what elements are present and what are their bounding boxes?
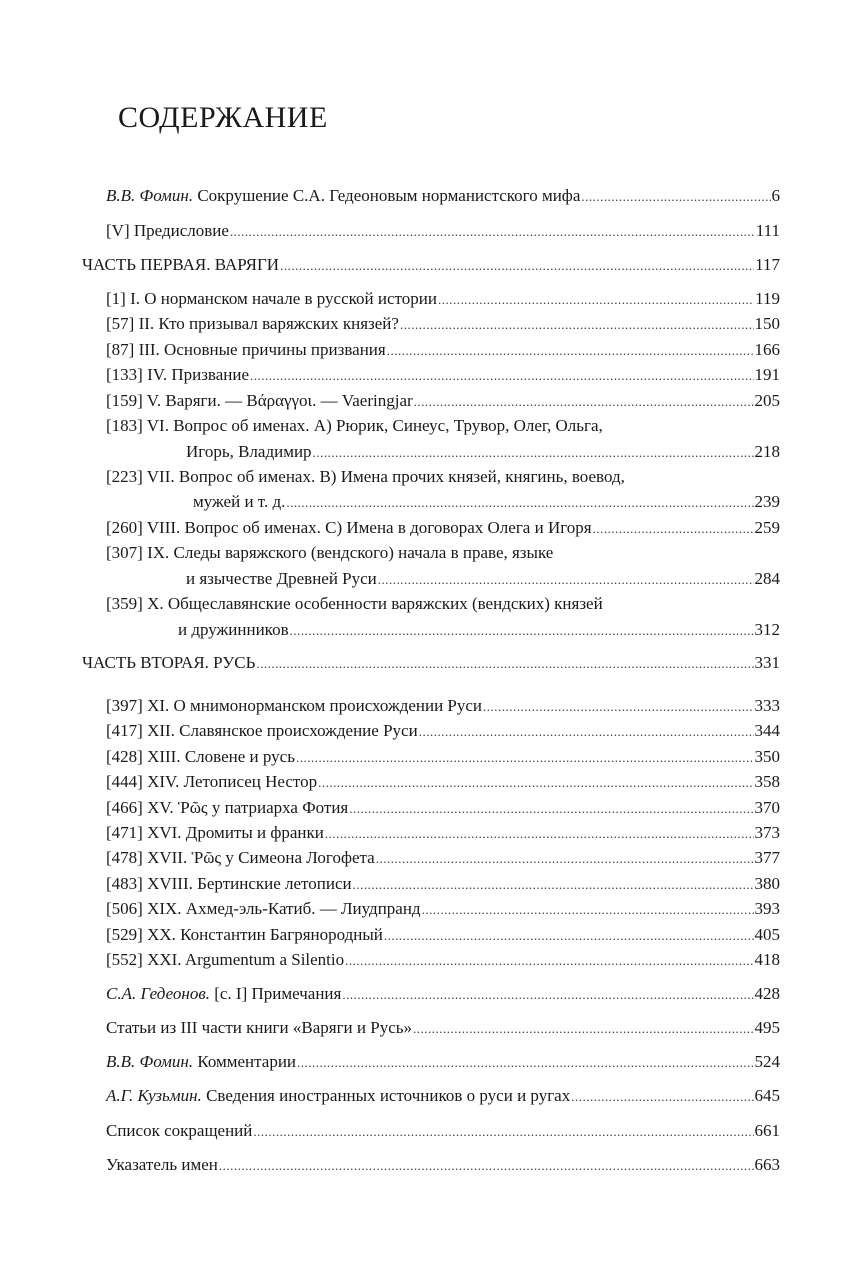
toc-entry-chapter-8 (106, 517, 780, 540)
toc-page-number: 370 (754, 798, 780, 817)
toc-page-number: 418 (754, 950, 780, 969)
toc-entry-author: С.А. Гедеонов. (106, 984, 210, 1003)
toc-leader-dots (280, 255, 754, 277)
toc-page-number: 218 (754, 442, 780, 461)
toc-entry-title: ЧАСТЬ ВТОРАЯ. РУСЬ (82, 653, 256, 672)
toc-entry-title: [444] XIV. Летописец Нестор (106, 772, 318, 791)
toc-leader-dots (581, 186, 770, 208)
toc-entry-title: [478] XVII. Ῥῶς у Симеона Логофета (106, 848, 375, 867)
toc-page-number: 239 (754, 492, 780, 511)
toc-entry-title: Игорь, Владимир (186, 442, 312, 461)
toc-entry-part-two (82, 652, 780, 675)
toc-entry-title: ЧАСТЬ ПЕРВАЯ. ВАРЯГИ (82, 255, 280, 274)
toc-entry-chapter-7-line1: [223] VII. Вопрос об именах. B) Имена прочих князей, княгинь, воевод, (106, 467, 625, 486)
toc-entry-title: [466] XV. Ῥῶς у патриарха Фотия (106, 798, 349, 817)
toc-page-number: 645 (754, 1086, 780, 1105)
toc-leader-dots (384, 925, 754, 947)
toc-leader-dots (296, 747, 754, 769)
toc-entry-fomin-essay (106, 185, 780, 208)
toc-entry-chapter-20 (106, 924, 780, 947)
toc-leader-dots (419, 721, 754, 743)
toc-leader-dots (387, 340, 754, 362)
toc-entry-author: А.Г. Кузьмин. (106, 1086, 202, 1105)
toc-page-number: 111 (755, 221, 780, 240)
toc-leader-dots (230, 221, 755, 243)
toc-leader-dots (400, 314, 754, 336)
toc-entry-chapter-19 (106, 898, 780, 921)
toc-entry-title: [471] XVI. Дромиты и франки (106, 823, 324, 842)
toc-page-number: 331 (754, 653, 780, 672)
toc-entry-title: и язычестве Древней Руси (186, 569, 377, 588)
toc-entry-title: [417] XII. Славянское происхождение Руси (106, 721, 418, 740)
toc-entry-chapter-9-line1: [307] IX. Следы варяжского (вендского) начала в праве, языке (106, 543, 554, 562)
toc-page-number: 259 (754, 518, 780, 537)
toc-entry-title: [260] VIII. Вопрос об именах. C) Имена в договорах Олега и Игоря (106, 518, 592, 537)
toc-entry-chapter-7 (193, 491, 780, 514)
toc-entry-part-three-articles (106, 1017, 780, 1040)
toc-page-number: 358 (754, 772, 780, 791)
toc-entry-chapter-15 (106, 797, 780, 820)
toc-entry-title: [133] IV. Призвание (106, 365, 249, 384)
toc-leader-dots (219, 1155, 754, 1177)
toc-leader-dots (438, 289, 754, 311)
toc-entry-title: [529] XX. Константин Багрянородный (106, 925, 383, 944)
toc-page-number: 350 (754, 747, 780, 766)
toc-entry-chapter-14 (106, 771, 780, 794)
toc-entry-preface (106, 220, 780, 243)
toc-page-number: 428 (754, 984, 780, 1003)
toc-page-number: 191 (754, 365, 780, 384)
toc-entry-gedeonov-notes (106, 983, 780, 1006)
toc-entry-title: А.Г. Кузьмин. Сведения иностранных источников о руси и ругах (106, 1086, 571, 1105)
toc-entry-chapter-17 (106, 847, 780, 870)
toc-entry-title: [57] II. Кто призывал варяжских князей? (106, 314, 399, 333)
toc-leader-dots (593, 518, 754, 540)
toc-leader-dots (422, 899, 754, 921)
toc-entry-chapter-13 (106, 746, 780, 769)
toc-leader-dots (483, 696, 753, 718)
toc-page-number: 150 (754, 314, 780, 333)
toc-leader-dots (325, 823, 754, 845)
toc-entry-author: В.В. Фомин. (106, 186, 194, 205)
toc-entry-title: В.В. Фомин. Сокрушение С.А. Гедеоновым норманистского мифа (106, 186, 581, 205)
toc-page-number: 119 (755, 289, 780, 308)
toc-entry-title: и дружинников (178, 620, 289, 639)
toc-entry-chapter-11 (106, 695, 780, 718)
toc-entry-chapter-10-line1: [359] X. Общеславянские особенности варяжских (вендских) князей (106, 594, 603, 613)
toc-page-number: 284 (754, 569, 780, 588)
toc-page-number: 393 (754, 899, 780, 918)
toc-entry-chapter-1 (106, 288, 780, 311)
toc-entry-title: С.А. Гедеонов. [с. I] Примечания (106, 984, 342, 1003)
toc-entry-chapter-4 (106, 364, 780, 387)
toc-entry-title: Статьи из III части книги «Варяги и Русь» (106, 1018, 412, 1037)
toc-leader-dots (413, 1018, 754, 1040)
toc-leader-dots (349, 798, 753, 820)
toc-entry-chapter-18 (106, 873, 780, 896)
toc-leader-dots (290, 620, 754, 642)
toc-leader-dots (345, 950, 753, 972)
toc-page-number: 495 (754, 1018, 780, 1037)
toc-page-number: 117 (755, 255, 780, 274)
toc-entry-chapter-21 (106, 949, 780, 972)
toc-leader-dots (250, 365, 754, 387)
toc-leader-dots (297, 1052, 753, 1074)
toc-entry-title: [159] V. Варяги. — Βάραγγοι. — Vaeringjar (106, 391, 413, 410)
toc-leader-dots (378, 569, 754, 591)
toc-page-number: 377 (754, 848, 780, 867)
toc-page-number: 405 (754, 925, 780, 944)
toc-leader-dots (571, 1086, 753, 1108)
toc-entry-title: [552] XXI. Argumentum a Silentio (106, 950, 345, 969)
toc-leader-dots (342, 984, 753, 1006)
toc-leader-dots (253, 1121, 753, 1143)
toc-entry-title: [87] III. Основные причины призвания (106, 340, 386, 359)
toc-page-number: 524 (754, 1052, 780, 1071)
toc-entry-title: [1] I. О норманском начале в русской истории (106, 289, 437, 308)
toc-page-number: 205 (754, 391, 780, 410)
toc-entry-title: Список сокращений (106, 1121, 253, 1140)
toc-entry-title: мужей и т. д. (193, 492, 286, 511)
toc-entry-kuzmin-sources (106, 1085, 780, 1108)
toc-leader-dots (318, 772, 753, 794)
toc-page-number: 344 (754, 721, 780, 740)
toc-page-number: 6 (771, 186, 780, 205)
toc-entry-chapter-16 (106, 822, 780, 845)
toc-entry-fomin-comments (106, 1051, 780, 1074)
toc-entry-author: В.В. Фомин. (106, 1052, 194, 1071)
toc-leader-dots (256, 653, 753, 675)
toc-entry-title: [V] Предисловие (106, 221, 229, 240)
toc-entry-chapter-6-line1: [183] VI. Вопрос об именах. А) Рюрик, Синеус, Трувор, Олег, Ольга, (106, 416, 603, 435)
toc-entry-title: В.В. Фомин. Комментарии (106, 1052, 297, 1071)
toc-page-number: 373 (754, 823, 780, 842)
toc-page-number: 380 (754, 874, 780, 893)
toc-entry-title: [397] XI. О мнимонорманском происхождении Руси (106, 696, 483, 715)
toc-page-number: 312 (754, 620, 780, 639)
page-title: СОДЕРЖАНИЕ (118, 101, 328, 134)
toc-entry-part-one (82, 254, 780, 277)
toc-entry-chapter-12 (106, 720, 780, 743)
toc-entry-title: [428] XIII. Словене и русь (106, 747, 295, 766)
toc-entry-chapter-3 (106, 339, 780, 362)
toc-entry-title: Указатель имен (106, 1155, 218, 1174)
toc-page-number: 661 (754, 1121, 780, 1140)
toc-entry-title: [483] XVIII. Бертинские летописи (106, 874, 352, 893)
toc-leader-dots (376, 848, 754, 870)
toc-entry-abbreviations (106, 1120, 780, 1143)
toc-leader-dots (313, 442, 754, 464)
toc-page-number: 166 (754, 340, 780, 359)
toc-entry-chapter-6 (186, 441, 780, 464)
toc-leader-dots (353, 874, 754, 896)
toc-leader-dots (286, 492, 753, 514)
toc-entry-chapter-5 (106, 390, 780, 413)
toc-entry-chapter-2 (106, 313, 780, 336)
toc-page-number: 333 (754, 696, 780, 715)
toc-entry-name-index (106, 1154, 780, 1177)
toc-entry-title: [506] XIX. Ахмед-эль-Катиб. — Лиудпранд (106, 899, 421, 918)
toc-page-number: 663 (754, 1155, 780, 1174)
toc-entry-chapter-9 (186, 568, 780, 591)
toc-entry-chapter-10 (178, 619, 780, 642)
toc-leader-dots (414, 391, 754, 413)
